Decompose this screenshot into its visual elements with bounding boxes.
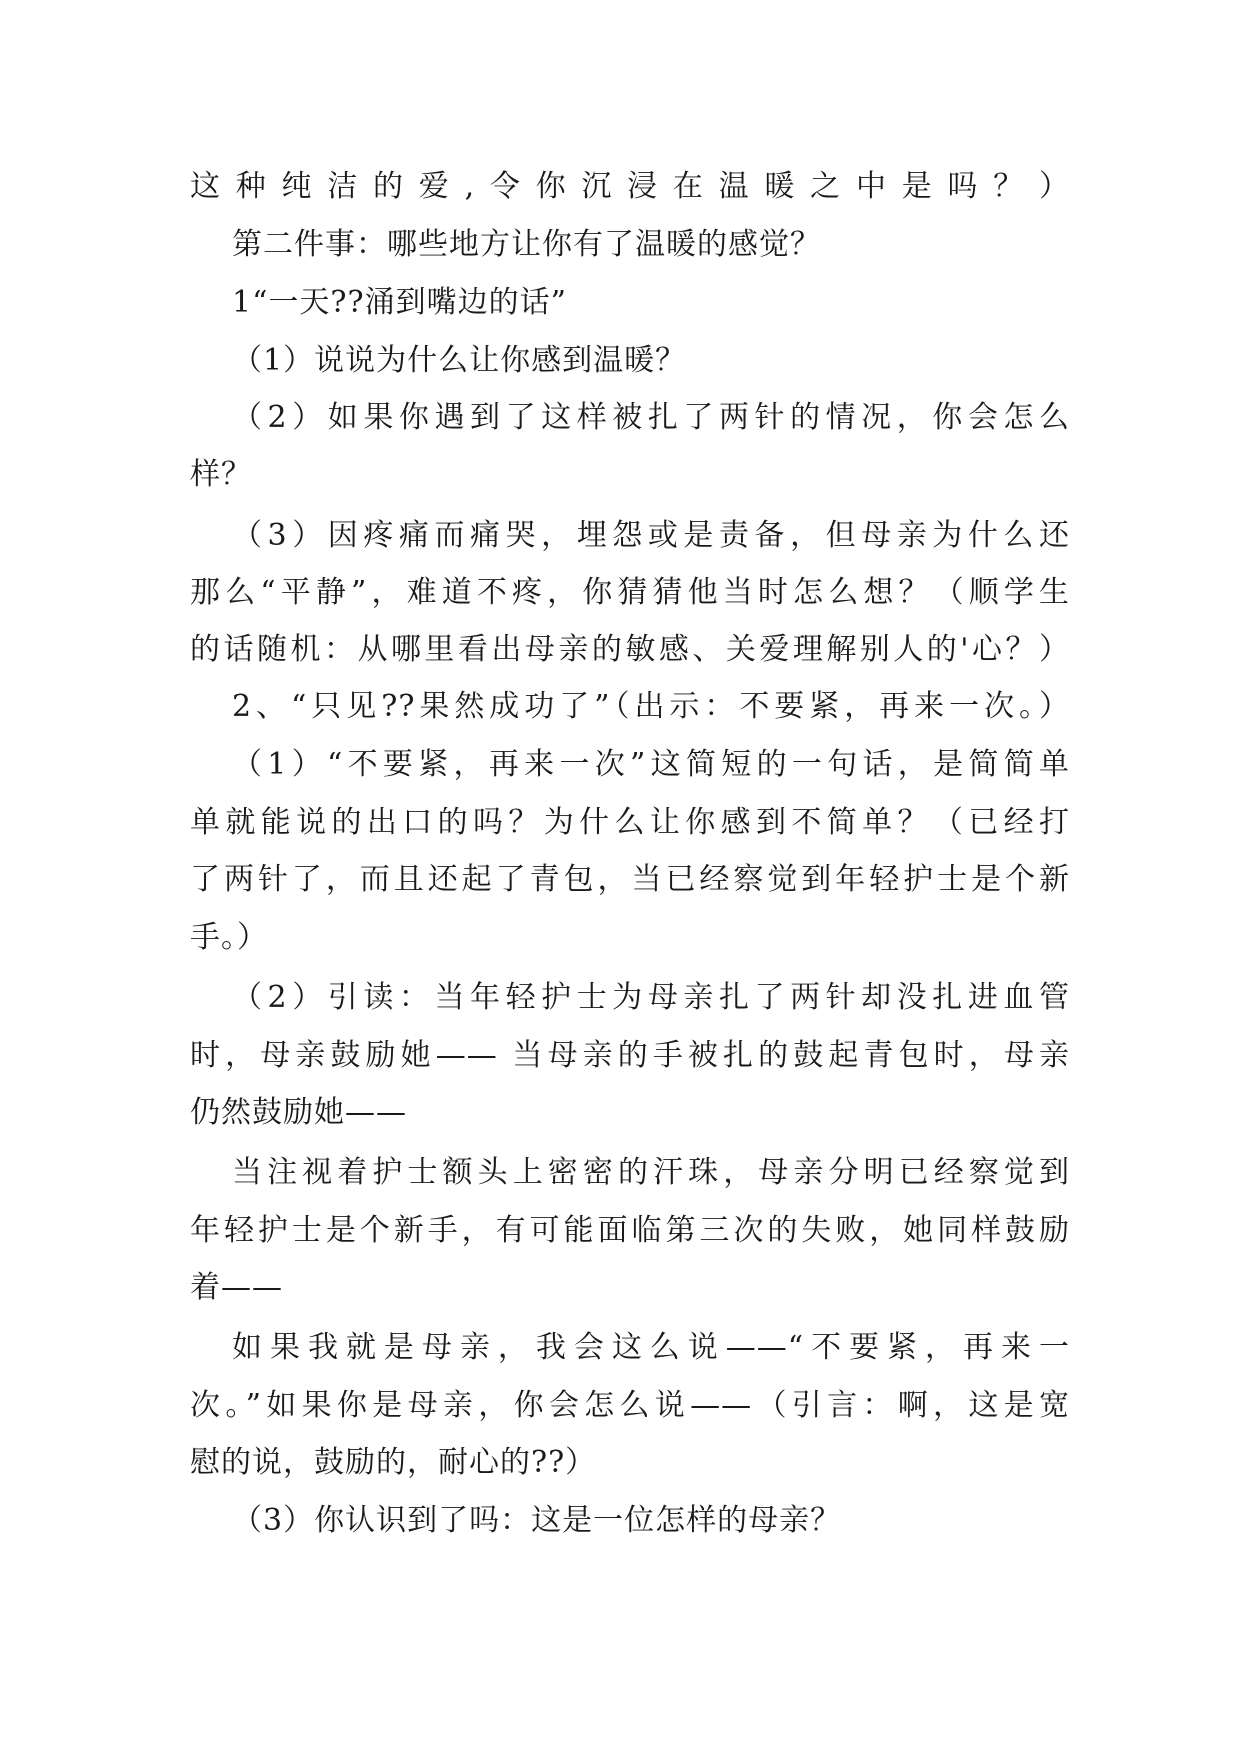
text-line-13: 了两针了，而且还起了青包，当已经察觉到年轻护士是个新 [190, 862, 1070, 897]
text-line-17: 仍然鼓励她—— [190, 1095, 407, 1130]
text-line-16: 时，母亲鼓励她—— 当母亲的手被扎的鼓起青包时，母亲 [190, 1038, 1070, 1073]
text-line-22: 次。”如果你是母亲，你会怎么说——（引言：啊，这是宽 [190, 1388, 1070, 1423]
text-line-2: 第二件事：哪些地方让你有了温暖的感觉？ [232, 227, 821, 262]
text-line-14: 手。） [190, 920, 268, 955]
text-line-19: 年轻护士是个新手，有可能面临第三次的失败，她同样鼓励 [190, 1213, 1070, 1248]
text-line-8: 那么“平静”，难道不疼，你猜猜他当时怎么想？（顺学生 [190, 575, 1070, 610]
text-line-23: 慰的说，鼓励的，耐心的??） [190, 1445, 597, 1480]
text-line-11: （1）“不要紧，再来一次”这简短的一句话，是简简单 [232, 747, 1070, 782]
text-line-24: （3）你认识到了吗：这是一位怎样的母亲？ [232, 1503, 842, 1538]
text-line-20: 着—— [190, 1270, 283, 1305]
text-line-3: 1“一天??涌到嘴边的话” [232, 285, 567, 320]
text-line-9: 的话随机：从哪里看出母亲的敏感、关爱理解别人的'心？） [190, 632, 1070, 667]
text-line-18: 当注视着护士额头上密密的汗珠，母亲分明已经察觉到 [232, 1155, 1070, 1190]
text-line-6: 样？ [190, 457, 252, 492]
text-line-5: （2）如果你遇到了这样被扎了两针的情况，你会怎么 [232, 400, 1070, 435]
text-line-10: 2、“只见??果然成功了”（出示：不要紧，再来一次。） [232, 689, 1070, 724]
text-line-15: （2）引读：当年轻护士为母亲扎了两针却没扎进血管 [232, 980, 1070, 1015]
text-line-12: 单就能说的出口的吗？为什么让你感到不简单？（已经打 [190, 805, 1070, 840]
text-line-1: 这种纯洁的爱,令你沉浸在温暖之中是吗？） [190, 169, 1070, 204]
text-line-7: （3）因疼痛而痛哭，埋怨或是责备，但母亲为什么还 [232, 518, 1070, 553]
text-line-21: 如果我就是母亲，我会这么说——“不要紧，再来一 [232, 1330, 1070, 1365]
text-line-4: （1）说说为什么让你感到温暖？ [232, 343, 687, 378]
